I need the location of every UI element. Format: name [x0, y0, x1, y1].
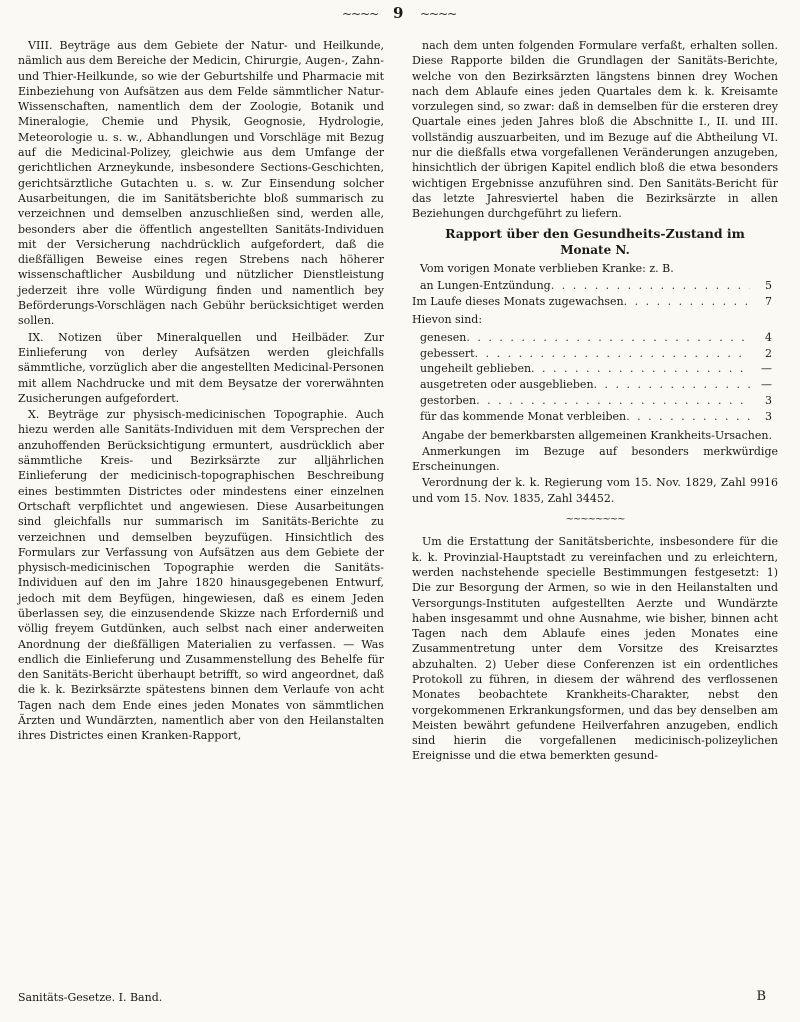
report-row — [412, 278, 778, 294]
right-column — [412, 38, 778, 765]
row-value: — — [761, 378, 772, 392]
row-leader — [466, 330, 750, 346]
row-label: gestorben — [420, 393, 477, 407]
row-label: ausgetreten oder ausgeblieben — [420, 378, 594, 392]
report-subtitle: Monate N. — [560, 242, 630, 257]
row-label: für das kommende Monat verbleiben — [420, 409, 627, 423]
report-row — [412, 409, 778, 425]
ornament-right: ~~~~ — [420, 7, 457, 21]
row-leader — [475, 346, 750, 362]
report-row — [412, 361, 778, 377]
section-x-paragraph: X. Beyträge zur physisch-medicinischen Topographie. Auch hiezu werden alle Sanitäts-Individuen mit dem Versprechen der anzuhoffenden Berücksichtigung ermuntert, ausdrücklich aber sämmtliche Kreis- und Bezirksärzte zur alljährlichen Einlieferung der medicinisch-topographischen Beschreibung eines bestimmten Districtes oder mindestens einer einzelnen Ortschaft verpflichtet und angewiesen. Diese Ausarbeitungen sind gleichfalls nur summarisch im Sanitäts-Berichte zu verzeichnen und demselben beyzufügen. Hinsichtlich des Formulars zur Verfassung von Aufsätzen aus dem Gebiete der physisch-medicinischen Topographie werden die Sanitäts-Individuen auf den im Jahre 1820 hinausgegebenen Entwurf, jedoch mit dem Beyfügen, hingewiesen, daß es einem Jeden überlassen sey, die einzusendende Skizze nach Erforderniß und völlig freyem Gutdünken, auch selbst nach einer anderweiten Anordnung der dießfälligen Materialien zu verfassen. — Was endlich die Einlieferung und Zusammenstellung des Behelfe für den Sanitäts-Bericht überhaupt betrifft, so wird angeordnet, daß die k. k. Bezirksärzte spätestens binnen dem Verlaufe von acht Tagen nach dem Ende eines jeden Monates von sämmtlichen Ärzten und Wundärzten, namentlich aber von den Heilanstalten ihres Districtes einen Kranken-Rapport, — [18, 408, 384, 743]
row-value: — — [761, 362, 772, 376]
row-value: 2 — [765, 346, 772, 360]
ornament-left: ~~~~ — [342, 7, 379, 21]
footer-title: Sanitäts-Gesetze. I. Band. — [18, 991, 163, 1004]
report-row — [412, 330, 778, 346]
signature-mark: B — [756, 989, 766, 1004]
row-value: 5 — [765, 278, 772, 292]
section-ix-paragraph: IX. Notizen über Mineralquellen und Heilbäder. Zur Einlieferung von derley Aufsätzen werden gleichfalls sämmtliche, vorzüglich aber die angestellten Medicinal-Personen mit allem Nachdrucke und mit dem Beysatze der vorerwähnten Zusicherungen aufgefordert. — [18, 330, 384, 405]
row-leader — [531, 361, 750, 377]
note-causes: Angabe der bemerkbarsten allgemeinen Krankheits-Ursachen. — [422, 428, 772, 442]
ordinance-reference: Verordnung der k. k. Regierung vom 15. Nov. 1829, Zahl 9916 und vom 15. Nov. 1835, Zahl 34452. — [412, 476, 778, 505]
intro-paragraph: nach dem unten folgenden Formulare verfaßt, erhalten sollen. Diese Rapporte bilden die Grundlagen der Sanitäts-Berichte, welche von den Bezirksärzten längstens binnen drey Wochen nach dem Ablaufe eines jeden Quartales dem k. k. Kreisamte vorzulegen sind, so zwar: daß in demselben für die ersteren drey Quartale eines jeden Jahres bloß die Abschnitte I., II. und III. vollständig auszuarbeiten, und im Bezuge auf die Abtheilung VI. nur die dießfalls etwa vorgefallenen Veränderungen anzugeben, hinsichtlich der übrigen Kapitel endlich bloß die etwa besonders wichtigen Ergebnisse anzuführen sind. Den Sanitäts-Bericht für das letzte Jahresviertel haben die Bezirksärzte in allen Beziehungen durchgeführt zu liefern. — [412, 39, 778, 221]
row-leader — [476, 393, 750, 409]
report-intro-line: Vom vorigen Monate verblieben Kranke: z. B. — [420, 261, 674, 275]
report-rows-1 — [412, 278, 778, 310]
section-separator: ~~~~~~~~ — [565, 514, 625, 526]
row-leader — [626, 409, 750, 425]
left-column — [18, 38, 384, 745]
report-row — [412, 294, 778, 310]
report-row — [412, 377, 778, 393]
note-remarks: Anmerkungen im Bezuge auf besonders merkwürdige Erscheinungen. — [412, 444, 778, 474]
row-leader — [551, 278, 750, 294]
row-value: 3 — [765, 393, 772, 407]
row-label: genesen — [420, 330, 467, 344]
hievon-label: Hievon sind: — [412, 313, 483, 327]
row-leader — [594, 377, 750, 393]
row-label: ungeheilt geblieben — [420, 362, 532, 376]
row-label: gebessert — [420, 346, 475, 360]
report-row — [412, 393, 778, 409]
row-value: 3 — [765, 409, 772, 423]
row-leader — [624, 294, 750, 310]
row-label: Im Laufe dieses Monats zugewachsen — [412, 294, 624, 308]
report-title: Rapport über den Gesundheits-Zustand im — [445, 225, 745, 241]
row-label: an Lungen-Entzündung — [420, 278, 551, 292]
final-paragraph: Um die Erstattung der Sanitätsberichte, insbesondere für die k. k. Provinzial-Hauptstadt zu vereinfachen und zu erleichtern, werden nachstehende specielle Bestimmungen festgesetzt: 1) Die zur Besorgung der Armen, so wie in den Heilanstalten und Versorgungs-Instituten aufgestellten Aerzte und Wundärzte haben insgesammt und ohne Ausnahme, wie bisher, binnen acht Tagen nach dem Ablaufe eines jeden Monates eine Zusammentretung unter dem Vorsitze des Kreisarztes abzuhalten. 2) Ueber diese Conferenzen ist ein ordentliches Protokoll zu führen, in diesem der während des verflossenen Monates beobachtete Krankheits-Charakter, nebst den vorgekommenen Erkrankungsformen, und das bey denselben am Meisten bewährt gefundene Heilverfahren anzugeben, endlich sind hierin die vorgefallenen medicinisch-polizeylichen Ereignisse und die etwa bemerkten gesund- — [412, 535, 778, 763]
page-header — [0, 4, 800, 26]
row-value: 7 — [765, 294, 772, 308]
page-number: 9 — [393, 4, 404, 22]
section-viii-paragraph: VIII. Beyträge aus dem Gebiete der Natur- und Heilkunde, nämlich aus dem Bereiche der Medicin, Chirurgie, Augen-, Zahn- und Thier-Heilkunde, so wie der Geburtshilfe und Pharmacie mit Einbeziehung von Aufsätzen aus dem Felde sämmtlicher Natur-Wissenschaften, namentlich dem der Zoologie, Botanik und Mineralogie, Chemie und Physik, Geognosie, Hydrologie, Meteorologie u. s. w., Abhandlungen und Vorschläge mit Bezug auf die Medicinal-Polizey, gleichwie aus dem Umfange der gerichtlichen Arzneykunde, insbesondere Sections-Geschichten, gerichtsärztliche Gutachten u. s. w. Zur Einsendung solcher Ausarbeitungen, die im Sanitätsberichte bloß summarisch zu verzeichnen und demselben anzuschließen sind, werden alle, besonders aber die öffentlich angestellten Sanitäts-Individuen mit der Versicherung nachdrücklich aufgefordert, daß die dießfälligen Beweise eines regen Strebens nach höherer wissenschaftlicher Ausbildung und nützlicher Dienstleistung jederzeit ihre volle Würdigung finden und namentlich bey Beförderungs-Vorschlägen nach Gebühr berücksichtiget werden sollen. — [18, 39, 384, 328]
row-value: 4 — [765, 330, 772, 344]
report-row — [412, 346, 778, 362]
report-rows-2 — [412, 330, 778, 425]
